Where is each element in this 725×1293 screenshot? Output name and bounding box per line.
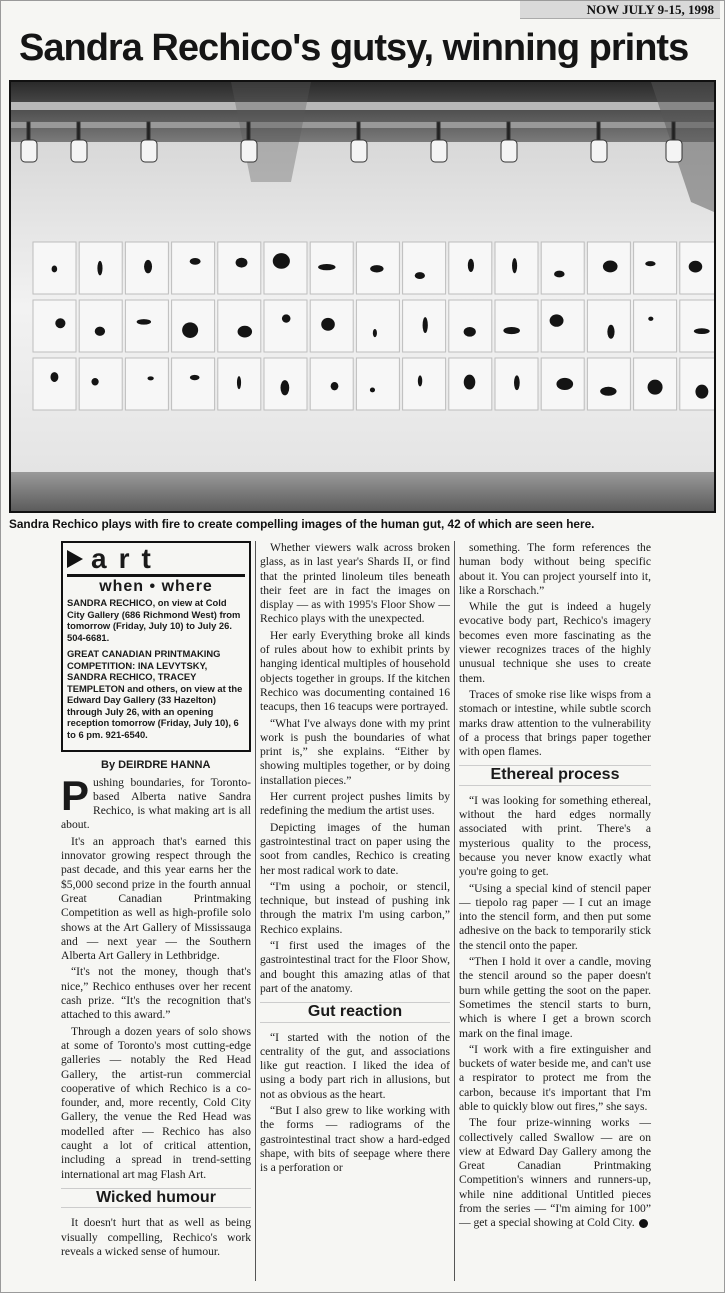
gut-print-mark — [512, 258, 517, 273]
column-2 — [260, 541, 450, 1177]
gallery-photo-image — [11, 82, 714, 511]
art-when-where-box — [61, 541, 251, 752]
drop-cap: P — [61, 771, 90, 819]
article-paragraph: Through a dozen years of solo shows at some of Toronto's most cutting-edge galleries — notably the Red Head Gallery, the artist-run commercial cooperative of which Rechico is a co-founder, and, more recently, Cold City Gallery, the venue the Red Head was modelled after — Rechico has also caught a lot of critical attention, including a spread in trend-setting international art mag Flash Art. — [61, 1024, 251, 1181]
article-paragraph: “I was looking for something ethereal, without the hard edges normally associated with print. There's a mysterious quality to the process, because you never know exactly what you're going to get. — [459, 793, 651, 879]
framed-print — [79, 358, 122, 410]
gut-print-mark — [52, 265, 58, 272]
gut-print-mark — [370, 388, 375, 393]
column-rule — [454, 541, 455, 1281]
article-paragraph: Traces of smoke rise like wisps from a stomach or intestine, while subtle scorch marks draw attention to the vulnerability of a process that brings paper together with open flames. — [459, 687, 651, 759]
gut-print-mark — [97, 261, 102, 276]
framed-print — [264, 242, 307, 294]
gut-print-mark — [514, 375, 520, 390]
gut-print-mark — [648, 317, 653, 321]
framed-print — [172, 358, 215, 410]
divider — [67, 574, 245, 577]
article-paragraph: It's an approach that's earned this innovator growing respect through the past decade, and this year earns her the $5,000 second prize in the fourth annual Great Canadian Printmaking Competition as well as high-profile solo shows at the Art Gallery of Mississauga and — next year — the Southern Alberta Art Gallery in Lethbridge. — [61, 834, 251, 963]
framed-print — [541, 300, 584, 352]
framed-print — [79, 300, 122, 352]
gut-print-mark — [236, 258, 248, 268]
column-1 — [61, 541, 251, 1261]
listing-entry: SANDRA RECHICO, on view at Cold City Gallery (686 Richmond West) from tomorrow (Friday, July 10) to July 26. 504-6681. — [67, 597, 241, 643]
gut-print-mark — [321, 318, 335, 331]
article-paragraph: “I work with a fire extinguisher and buckets of water beside me, and can't use a respirator to protect me from the carbon, because it's important that I'm able to quickly blow out fires,” she says. — [459, 1042, 651, 1113]
framed-print — [356, 358, 399, 410]
gut-print-mark — [694, 328, 710, 334]
framed-print — [680, 358, 714, 410]
article-paragraph: Depicting images of the human gastrointestinal tract on paper using the soot from candles, Rechico is creating her most radical work to date. — [260, 820, 450, 877]
framed-print — [264, 300, 307, 352]
framed-print — [587, 358, 630, 410]
gut-print-mark — [695, 385, 708, 399]
gut-print-mark — [182, 322, 198, 338]
article-paragraph: Whether viewers walk across broken glass, as in last year's Shards II, or find that the printed linoleum tiles beneath their feet are in fact the images on display — as with 1995's Floor Show — Rechico plays with the unexpected. — [260, 541, 450, 626]
paragraph-text: ushing boundaries, for Toronto-based Alberta native Sandra Rechico, is what making art is all about. — [61, 775, 251, 832]
gut-print-mark — [281, 380, 290, 395]
gut-print-mark — [282, 314, 291, 322]
gut-print-mark — [318, 264, 335, 270]
gut-print-mark — [190, 258, 201, 265]
gut-print-mark — [55, 318, 65, 328]
article-paragraph: “It's not the money, though that's nice,” Rechico enthuses over her recent cash prize. “It's the recognition that's attached to this award.” — [61, 965, 251, 1022]
photo-caption: Sandra Rechico plays with fire to create compelling images of the human gut, 42 of which are seen here. — [9, 517, 595, 531]
article-paragraph — [459, 1116, 651, 1230]
listing-entry: GREAT CANADIAN PRINTMAKING COMPETITION: INA LEVYTSKY, SANDRA RECHICO, TRACEY TEMPLETON and others, on view at the Edward Day Gallery (33 Hazelton) through July 26, with an opening reception tomorrow (Friday, July 10), 6 to 6 pm. 921-6540. — [67, 648, 243, 740]
gut-print-mark — [603, 261, 618, 273]
article-paragraph: “Using a special kind of stencil paper — tiepolo rag paper — I cut an image into the stencil form, and then put some adhesive on the back to temporarily stick the stencil onto the paper. — [459, 881, 651, 952]
framed-print — [680, 300, 714, 352]
gut-print-mark — [331, 382, 339, 390]
gut-print-mark — [273, 253, 290, 269]
article-paragraph: “Then I hold it over a candle, moving the stencil around so the paper doesn't burn while getting the soot on the paper. Sometimes the stencil starts to burn, which is where I get a brown scorch mark on the final image. — [459, 955, 651, 1040]
gut-print-mark — [91, 378, 98, 386]
gut-print-mark — [415, 272, 425, 279]
article-paragraph — [61, 771, 251, 833]
gut-print-mark — [464, 375, 476, 390]
gut-print-mark — [137, 319, 151, 325]
article-paragraph: Her current project pushes limits by redefining the medium the artist uses. — [260, 790, 450, 818]
gut-print-mark — [190, 375, 200, 380]
framed-print — [449, 300, 492, 352]
gut-print-mark — [423, 317, 428, 333]
framed-print — [587, 300, 630, 352]
gut-print-mark — [607, 325, 614, 339]
dateline: NOW JULY 9-15, 1998 — [520, 1, 720, 19]
gut-print-mark — [550, 314, 564, 326]
gut-print-mark — [373, 329, 377, 337]
art-logo-text: art — [91, 543, 163, 574]
framed-print — [634, 242, 677, 294]
gut-print-mark — [554, 271, 565, 278]
when-where-heading: when • where — [99, 578, 213, 595]
framed-print — [495, 300, 538, 352]
gut-print-mark — [464, 327, 476, 337]
column-3 — [459, 541, 651, 1233]
article-paragraph: “I started with the notion of the centrality of the gut, and associations like gut reaction. I liked the idea of using a body part rich in allusions, but not as obvious as the heart. — [260, 1030, 450, 1101]
framed-print — [634, 300, 677, 352]
gallery-photo — [9, 80, 716, 513]
framed-print — [218, 242, 261, 294]
gut-print-mark — [147, 376, 153, 380]
gut-print-mark — [689, 261, 703, 273]
gut-print-mark — [50, 372, 58, 382]
gut-print-mark — [645, 261, 655, 266]
gut-print-mark — [238, 326, 252, 338]
article-paragraph: “But I also grew to like working with the forms — radiograms of the gastrointestinal tract show a hard-edged shape, with bits of seepage where there is a perforation or — [260, 1103, 450, 1175]
gut-print-mark — [503, 327, 520, 334]
framed-print — [218, 300, 261, 352]
arrow-icon — [67, 550, 83, 568]
subhead: Gut reaction — [260, 1002, 450, 1022]
article-paragraph: While the gut is indeed a hugely evocative body part, Rechico's imagery becomes even more fascinating as the viewer recognizes traces of the highly unusual technique she uses to create them. — [459, 600, 651, 685]
column-rule — [255, 541, 256, 1281]
framed-print — [403, 242, 446, 294]
framed-print — [403, 358, 446, 410]
gut-print-mark — [237, 376, 241, 389]
article-paragraph: “What I've always done with my print work is push the boundaries of what print is,” she explains. “Either by showing multiples together, or by doing installation pieces.” — [260, 716, 450, 787]
framed-print — [172, 242, 215, 294]
gut-print-mark — [95, 327, 105, 336]
article-paragraph: “I first used the images of the gastrointestinal tract for the Floor Show, and bought this amazing atlas of that part of the anatomy. — [260, 939, 450, 995]
gut-print-mark — [418, 375, 422, 386]
paragraph-text: The four prize-winning works — collectively called Swallow — are on view at Edward Day Gallery among the Great Canadian Printmaking Competition's winners and runners-up, while nine additional Untitled pieces from the series — “I'm aiming for 100” — get a special showing at Cold City. — [459, 1116, 651, 1230]
article-paragraph: Her early Everything broke all kinds of rules about how to exhibit prints by hanging identical multiples of household objects together in groups. If the kitchen Rechico was documenting contained 16 teacups, then 16 teacups were portrayed. — [260, 628, 450, 714]
headline: Sandra Rechico's gutsy, winning prints — [19, 27, 689, 69]
gut-print-mark — [556, 378, 573, 390]
byline: By DEIRDRE HANNA — [101, 759, 211, 772]
article-paragraph: something. The form references the human body without being specific about it. You can project yourself into it, like a Rorschach.” — [459, 541, 651, 597]
framed-print — [125, 358, 168, 410]
art-logo — [67, 543, 245, 574]
framed-print — [541, 242, 584, 294]
gut-print-mark — [468, 259, 474, 272]
article-paragraph: It doesn't hurt that as well as being visually compelling, Rechico's work reveals a wicked sense of humour. — [61, 1216, 251, 1258]
framed-print — [33, 300, 76, 352]
end-mark-icon — [639, 1219, 648, 1228]
gut-print-mark — [144, 260, 152, 273]
framed-print — [125, 300, 168, 352]
article-paragraph: “I'm using a pochoir, or stencil, technique, but instead of pushing ink through the matrix I'm using carbon,” Rechico explains. — [260, 879, 450, 936]
gut-print-mark — [648, 380, 663, 395]
subhead: Wicked humour — [61, 1188, 251, 1208]
framed-print — [356, 300, 399, 352]
gut-print-mark — [600, 387, 616, 396]
subhead: Ethereal process — [459, 765, 651, 785]
gut-print-mark — [370, 265, 383, 272]
framed-print — [33, 358, 76, 410]
